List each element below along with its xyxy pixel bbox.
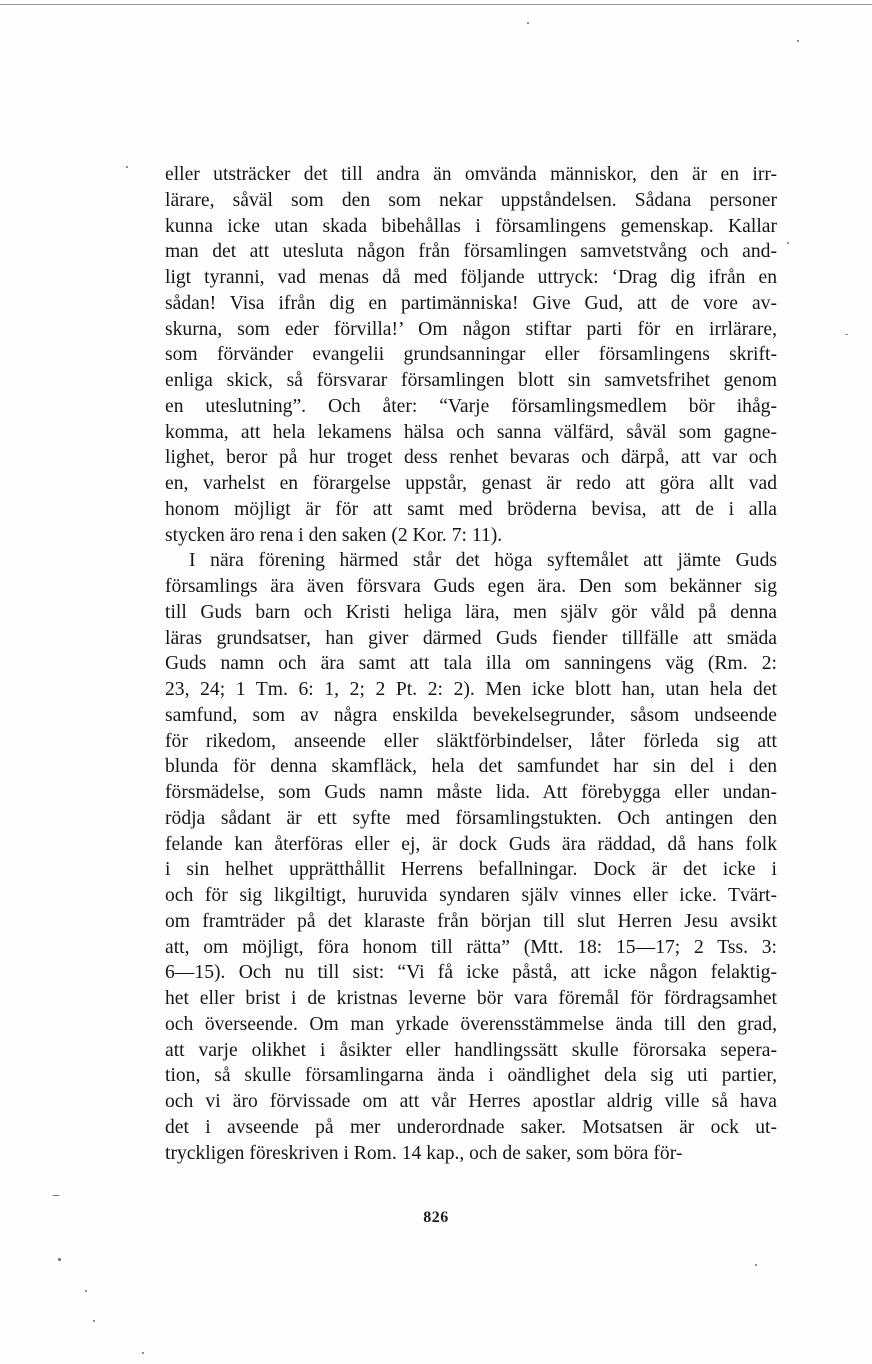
text-line: som förvänder evangelii grundsanningar eller församlingens skrift- [165,344,777,366]
text-line: tryckligen föreskriven i Rom. 14 kap., och de saker, som böra för- [165,1142,683,1164]
text-line: till Guds barn och Kristi heliga lära, men själv gör våld på denna [165,601,777,623]
text-line: för rikedom, anseende eller släktförbindelser, låter förleda sig att [165,730,777,752]
text-line: en, varhelst en förargelse uppstår, genast är redo att göra allt vad [165,473,777,494]
text-line: honom möjligt är för att samt med bröderna bevisa, att de i alla [165,498,777,520]
text-line: i sin helhet upprätthållit Herrens befallningar. Dock är det icke i [165,859,777,881]
text-line: enliga skick, så försvarar församlingen blott sin samvetsfrihet genom [165,370,777,391]
text-line: Guds namn och ära samt att tala illa om sanningens väg (Rm. 2: [165,653,777,675]
text-line: lighet, beror på hur troget dess renhet bevaras och därpå, att var och [165,447,777,469]
scan-speck [797,40,799,42]
scan-edge-rule [0,4,872,5]
text-line: en uteslutning”. Och åter: “Varje församlingsmedlem bör ihåg- [165,395,777,417]
text-line: stycken äro rena i den saken (2 Kor. 7: 11). [165,524,503,546]
text-line: om framträder på det klaraste från början till slut Herren Jesu avsikt [165,910,777,932]
text-line: sådan! Visa ifrån dig en partimänniska! Give Gud, att de vore av- [165,292,777,314]
text-line: blunda för denna skamfläck, hela det samfundet har sin del i den [165,756,777,778]
text-line: försmädelse, som Guds namn måste lida. Att förebygga eller undan- [165,782,777,803]
scan-speck [85,1290,87,1292]
scan-speck [527,22,529,24]
scan-speck [755,1264,757,1266]
text-line: lärare, såväl som den som nekar uppståndelsen. Sådana personer [165,189,777,211]
text-line: 23, 24; 1 Tm. 6: 1, 2; 2 Pt. 2: 2). Men icke blott han, utan hela det [165,679,777,700]
text-line: att, om möjligt, föra honom till rätta” (Mtt. 18: 15—17; 2 Tss. 3: [165,936,777,958]
body-text [165,162,777,1166]
text-line: församlings ära även försvara Guds egen ära. Den som bekänner sig [165,576,777,597]
text-line: rödja sådant är ett syfte med församlingstukten. Och antingen den [165,807,777,829]
paragraph-1 [165,162,777,548]
scan-speck [58,1258,61,1261]
text-line: samfund, som av några enskilda bevekelsegrunder, såsom undseende [165,704,777,726]
scan-speck [126,166,128,168]
text-line: ligt tyranni, vad menas då med följande uttryck: ‘Drag dig ifrån en [165,267,777,288]
text-line: komma, att hela lekamens hälsa och sanna välfärd, såväl som gagne- [165,421,777,443]
text-line: 6—15). Och nu till sist: “Vi få icke påstå, att icke någon felaktig- [165,962,777,984]
scan-speck [787,242,789,244]
paragraph-2 [165,548,777,1166]
text-line: läras grundsatser, han giver därmed Guds fiender tillfälle att smäda [165,627,777,649]
text-line: het eller brist i de kristnas leverne bör vara föremål för fördragsamhet [165,988,777,1009]
text-line: och överseende. Om man yrkade överensstämmelse ända till den grad, [165,1013,777,1035]
text-line: och för sig likgiltigt, huruvida syndaren själv vinnes eller icke. Tvärt- [165,885,777,906]
text-line: tion, så skulle församlingarna ända i oändlighet dela sig uti partier, [165,1065,777,1087]
scan-speck [93,1320,95,1322]
text-line: att varje olikhet i åsikter eller handlingssätt skulle förorsaka sepera- [165,1039,777,1061]
text-line: man det att utesluta någon från församlingen samvetstvång och and- [165,241,777,263]
page-number: 826 [423,1209,449,1226]
scan-speck [142,1352,144,1354]
text-line: skurna, som eder förvilla!’ Om någon stiftar parti för en irrlärare, [165,318,777,340]
text-line: I nära förening härmed står det höga syftemålet att jämte Guds [189,550,777,572]
scan-speck [52,1195,60,1196]
text-line: felande kan återföras eller ej, är dock Guds ära räddad, då hans folk [165,833,777,855]
text-line: kunna icke utan skada bibehållas i församlingens gemenskap. Kallar [165,215,777,237]
text-line: det i avseende på mer underordnade saker. Motsatsen är ock ut- [165,1116,777,1138]
scan-speck [845,334,848,335]
text-line: eller utsträcker det till andra än omvända människor, den är en irr- [165,164,777,185]
text-line: och vi äro förvissade om att vår Herres apostlar aldrig ville så hava [165,1091,777,1112]
